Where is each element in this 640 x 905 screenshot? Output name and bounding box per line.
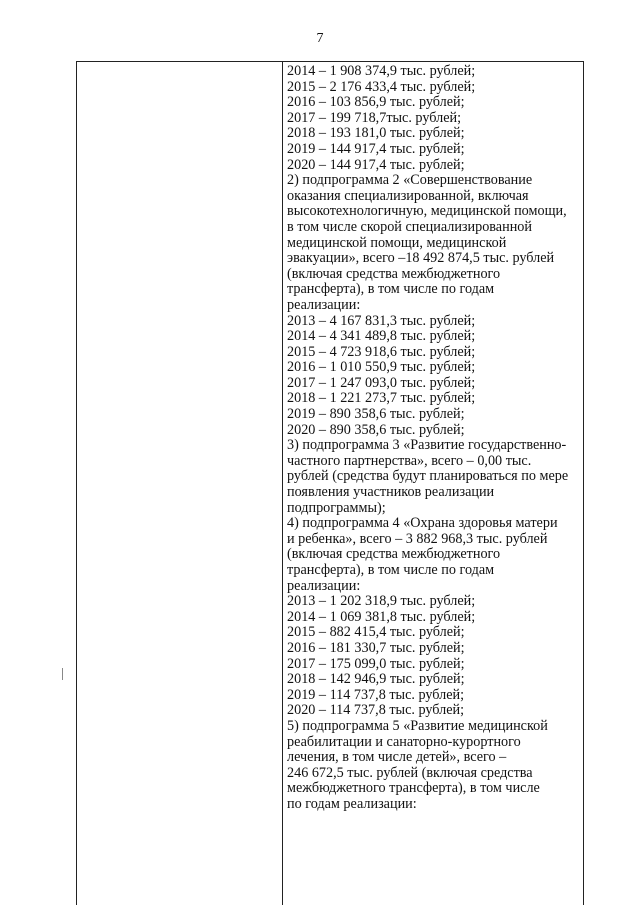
text-line: частного партнерства», всего – 0,00 тыс.	[287, 452, 532, 469]
text-line: 2013 – 1 202 318,9 тыс. рублей;	[287, 593, 476, 610]
text-line: 2020 – 144 917,4 тыс. рублей;	[287, 156, 465, 173]
text-line: 2019 – 890 358,6 тыс. рублей;	[287, 406, 465, 423]
text-line: (включая средства межбюджетного	[287, 265, 501, 282]
text-line: 2013 – 4 167 831,3 тыс. рублей;	[287, 312, 476, 329]
text-line: 2016 – 181 330,7 тыс. рублей;	[287, 639, 465, 656]
text-line: появления участников реализации	[287, 484, 495, 501]
text-line: 2014 – 1 908 374,9 тыс. рублей;	[287, 63, 476, 79]
text-line: 2015 – 4 723 918,6 тыс. рублей;	[287, 343, 476, 360]
text-line: 5) подпрограмма 5 «Развитие медицинской	[287, 717, 548, 734]
text-line: 2014 – 1 069 381,8 тыс. рублей;	[287, 608, 476, 625]
text-line: по годам реализации:	[287, 795, 417, 812]
text-line: 2018 – 193 181,0 тыс. рублей;	[287, 125, 465, 142]
text-line: 246 672,5 тыс. рублей (включая средства	[287, 764, 533, 781]
text-line: 2014 – 4 341 489,8 тыс. рублей;	[287, 328, 476, 345]
scan-artifact	[62, 668, 63, 680]
text-line: 2) подпрограмма 2 «Совершенствование	[287, 172, 533, 189]
text-line: 2015 – 2 176 433,4 тыс. рублей;	[287, 78, 476, 95]
text-line: 2017 – 175 099,0 тыс. рублей;	[287, 655, 465, 672]
document-table	[76, 61, 584, 905]
text-line: 2017 – 199 718,7тыс. рублей;	[287, 109, 462, 126]
text-line: рублей (средства будут планироваться по мере	[287, 468, 569, 485]
column-divider	[282, 62, 283, 905]
text-line: в том числе скорой специализированной	[287, 218, 532, 235]
text-line: и ребенка», всего – 3 882 968,3 тыс. рублей	[287, 530, 548, 547]
text-line: эвакуации», всего –18 492 874,5 тыс. рублей	[287, 250, 555, 267]
text-line: реабилитации и санаторно-курортного	[287, 733, 521, 750]
text-line: 2020 – 890 358,6 тыс. рублей;	[287, 421, 465, 438]
text-line: высокотехнологичную, медицинской помощи,	[287, 203, 567, 220]
text-line: 2020 – 114 737,8 тыс. рублей;	[287, 702, 465, 719]
text-line: 2015 – 882 415,4 тыс. рублей;	[287, 624, 465, 641]
funding-text-cell	[287, 64, 583, 813]
page-number: 7	[316, 31, 324, 46]
text-line: трансферта), в том числе по годам	[287, 562, 495, 578]
text-line: 2019 – 114 737,8 тыс. рублей;	[287, 686, 465, 703]
text-line: подпрограммы);	[287, 499, 386, 516]
text-line: реализации:	[287, 577, 361, 594]
text-line: 3) подпрограмма 3 «Развитие государственно-	[287, 437, 567, 454]
text-line: 2016 – 1 010 550,9 тыс. рублей;	[287, 359, 476, 376]
text-line: 4) подпрограмма 4 «Охрана здоровья матери	[287, 515, 558, 532]
text-line: 2018 – 1 221 273,7 тыс. рублей;	[287, 390, 476, 407]
text-line: 2017 – 1 247 093,0 тыс. рублей;	[287, 374, 476, 391]
text-line: лечения, в том числе детей», всего –	[287, 749, 507, 766]
text-line: медицинской помощи, медицинской	[287, 234, 507, 251]
text-line: 2018 – 142 946,9 тыс. рублей;	[287, 671, 465, 688]
text-line: реализации:	[287, 296, 361, 313]
text-line: оказания специализированной, включая	[287, 187, 529, 204]
text-line: трансферта), в том числе по годам	[287, 281, 495, 298]
text-line: (включая средства межбюджетного	[287, 546, 501, 563]
text-line: межбюджетного трансферта), в том числе	[287, 780, 540, 797]
text-line: 2016 – 103 856,9 тыс. рублей;	[287, 94, 465, 111]
text-line: 2019 – 144 917,4 тыс. рублей;	[287, 140, 465, 157]
